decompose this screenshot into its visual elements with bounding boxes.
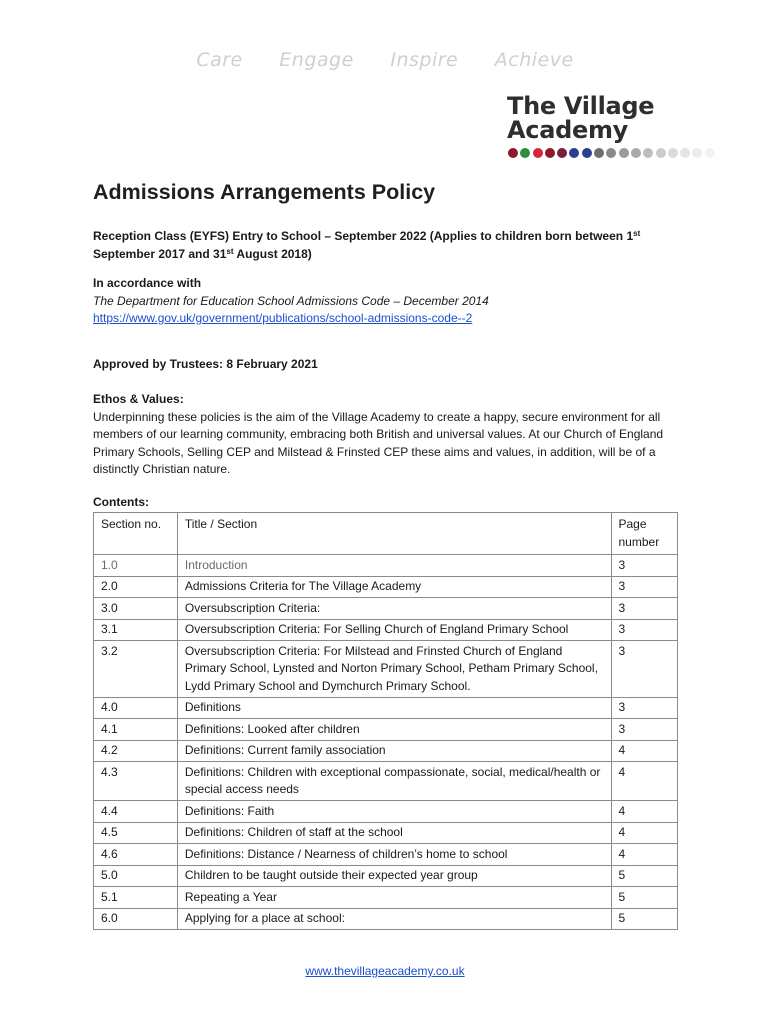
contents-body — [94, 555, 678, 930]
ethos-text: Underpinning these policies is the aim of the Village Academy to create a happy, secure environment for all members of our learning community, embracing both British and universal values. At our Church of England Primary Schools, Selling CEP and Milstead & Frinsted CEP these aims and values, in addition, will be of a distinctly Christian nature. — [93, 409, 664, 476]
table-row — [94, 887, 678, 909]
contents-table — [93, 512, 678, 930]
table-row — [94, 908, 678, 930]
section-title: Introduction — [177, 555, 611, 577]
logo-dot — [508, 148, 518, 158]
logo-dot — [533, 148, 543, 158]
table-row — [94, 844, 678, 866]
column-header: Page number — [611, 513, 678, 555]
page-number: 4 — [611, 844, 678, 866]
logo-line-2: Academy — [507, 116, 629, 144]
subtitle-sup: st — [226, 246, 234, 256]
approved-date: Approved by Trustees: 8 February 2021 — [93, 357, 318, 371]
logo-dot — [619, 148, 629, 158]
subtitle-part: August 2018) — [233, 246, 312, 261]
section-title: Oversubscription Criteria: — [177, 598, 611, 620]
logo-line-1: The Village — [507, 92, 655, 120]
logo-dot — [545, 148, 555, 158]
table-row — [94, 801, 678, 823]
logo-dot — [631, 148, 641, 158]
section-number: 4.6 — [94, 844, 178, 866]
section-title: Children to be taught outside their expected year group — [177, 865, 611, 887]
column-header: Section no. — [94, 513, 178, 555]
subtitle-part: Reception Class (EYFS) Entry to School – September 2022 (Applies to children born between 1 — [93, 229, 634, 243]
website-link[interactable]: www.thevillageacademy.co.uk — [305, 964, 465, 978]
page-number: 5 — [611, 887, 678, 909]
logo-dot — [668, 148, 678, 158]
page-title: Admissions Arrangements Policy — [93, 180, 436, 204]
section-number: 3.2 — [94, 641, 178, 698]
section-title: Oversubscription Criteria: For Milstead and Frinsted Church of England Primary School, Lynsted and Norton Primary School, Petham Primary School, Lydd Primary School and Dymchurch Primary School. — [177, 641, 611, 698]
section-title: Applying for a place at school: — [177, 908, 611, 930]
logo-dots — [508, 148, 717, 159]
page-number: 4 — [611, 762, 678, 801]
logo-dot — [520, 148, 530, 158]
page-number: 4 — [611, 801, 678, 823]
subtitle — [93, 228, 683, 263]
section-number: 1.0 — [94, 555, 178, 577]
section-title: Definitions: Distance / Nearness of children’s home to school — [177, 844, 611, 866]
logo-dot — [606, 148, 616, 158]
logo-dot — [705, 148, 715, 158]
motto — [0, 49, 770, 71]
logo-dot — [569, 148, 579, 158]
table-row — [94, 762, 678, 801]
table-row — [94, 822, 678, 844]
section-title: Definitions: Children of staff at the school — [177, 822, 611, 844]
section-title: Definitions: Faith — [177, 801, 611, 823]
logo-dot — [582, 148, 592, 158]
section-number: 3.0 — [94, 598, 178, 620]
ethos-heading: Ethos & Values: — [93, 392, 184, 406]
admissions-code: The Department for Education School Admissions Code – December 2014 — [93, 293, 489, 308]
contents-header-row — [94, 513, 678, 555]
section-number: 3.1 — [94, 619, 178, 641]
section-title: Admissions Criteria for The Village Academy — [177, 576, 611, 598]
subtitle-part: September 2017 and 31 — [93, 246, 227, 261]
table-row — [94, 740, 678, 762]
page-number: 3 — [611, 576, 678, 598]
logo-dot — [594, 148, 604, 158]
accordance-block — [93, 275, 683, 328]
table-row — [94, 598, 678, 620]
section-number: 4.4 — [94, 801, 178, 823]
logo-dot — [557, 148, 567, 158]
section-number: 4.3 — [94, 762, 178, 801]
page-number: 3 — [611, 719, 678, 741]
table-row — [94, 865, 678, 887]
table-row — [94, 719, 678, 741]
section-number: 2.0 — [94, 576, 178, 598]
section-title: Definitions — [177, 697, 611, 719]
logo-dot — [680, 148, 690, 158]
accordance-heading: In accordance with — [93, 276, 202, 290]
section-title: Definitions: Children with exceptional compassionate, social, medical/health or special access needs — [177, 762, 611, 801]
ethos-block — [93, 391, 683, 479]
table-row — [94, 641, 678, 698]
motto-word: Achieve — [494, 49, 574, 71]
table-row — [94, 619, 678, 641]
section-title: Repeating a Year — [177, 887, 611, 909]
column-header: Title / Section — [177, 513, 611, 555]
section-title: Definitions: Current family association — [177, 740, 611, 762]
table-row — [94, 697, 678, 719]
admissions-code-link[interactable]: https://www.gov.uk/government/publications/school-admissions-code--2 — [93, 311, 473, 325]
school-logo — [507, 94, 722, 164]
contents-heading: Contents: — [93, 495, 149, 509]
logo-dot — [643, 148, 653, 158]
page-number: 3 — [611, 555, 678, 577]
page-number: 4 — [611, 822, 678, 844]
page-number: 5 — [611, 908, 678, 930]
section-title: Definitions: Looked after children — [177, 719, 611, 741]
section-number: 6.0 — [94, 908, 178, 930]
motto-word: Inspire — [390, 49, 459, 71]
section-number: 5.0 — [94, 865, 178, 887]
footer — [0, 964, 770, 978]
section-number: 5.1 — [94, 887, 178, 909]
section-number: 4.1 — [94, 719, 178, 741]
page-number: 3 — [611, 598, 678, 620]
table-row — [94, 576, 678, 598]
section-number: 4.2 — [94, 740, 178, 762]
page-number: 3 — [611, 697, 678, 719]
logo-dot — [692, 148, 702, 158]
logo-dot — [656, 148, 666, 158]
section-title: Oversubscription Criteria: For Selling Church of England Primary School — [177, 619, 611, 641]
motto-word: Care — [196, 49, 243, 71]
motto-word: Engage — [279, 49, 354, 71]
subtitle-sup: st — [633, 229, 641, 238]
page-number: 5 — [611, 865, 678, 887]
page-number: 4 — [611, 740, 678, 762]
page-number: 3 — [611, 641, 678, 698]
table-row — [94, 555, 678, 577]
page-number: 3 — [611, 619, 678, 641]
section-number: 4.5 — [94, 822, 178, 844]
section-number: 4.0 — [94, 697, 178, 719]
